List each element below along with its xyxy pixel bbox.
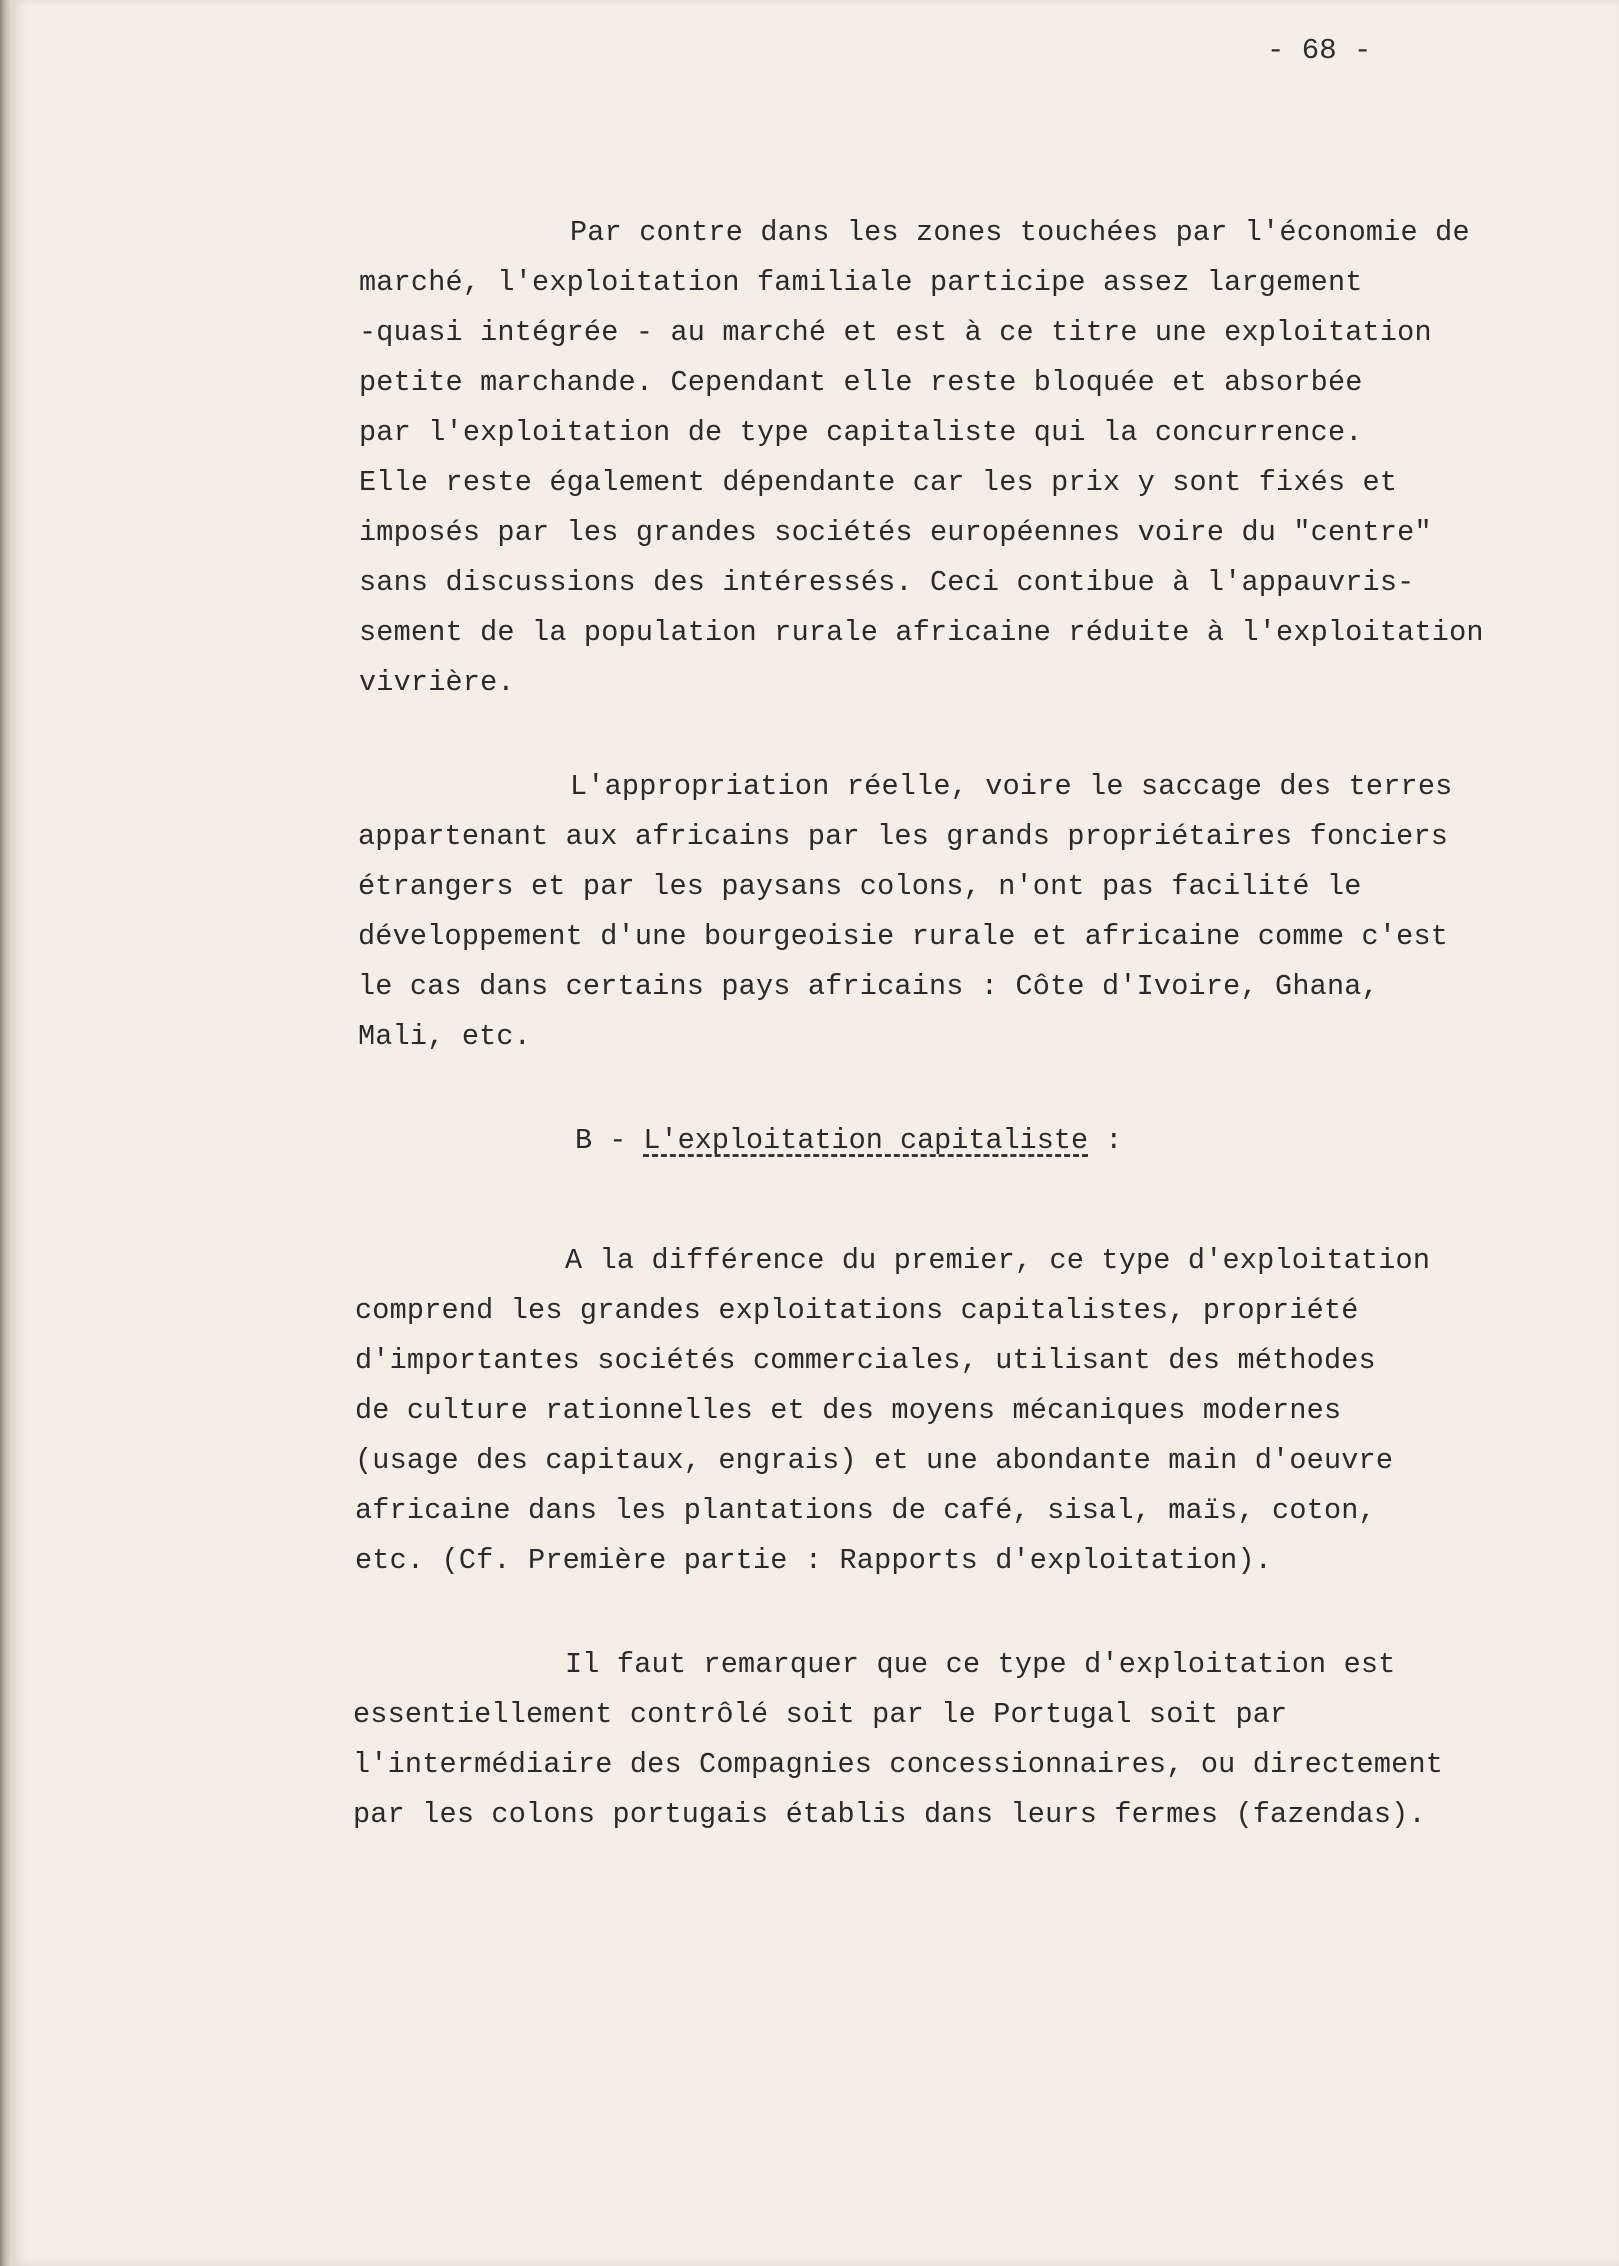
page-binding-edge — [0, 0, 12, 2266]
paragraph-1-line-9: sement de la population rurale africaine réduite à l'exploitation — [359, 616, 1484, 649]
paragraph-2-line-4: développement d'une bourgeoisie rurale et africaine comme c'est — [358, 920, 1449, 953]
paragraph-1-line-5: par l'exploitation de type capitaliste qui la concurrence. — [359, 416, 1363, 449]
paragraph-2-line-5: le cas dans certains pays africains : Côte d'Ivoire, Ghana, — [358, 970, 1379, 1003]
section-heading-suffix: : — [1088, 1124, 1123, 1157]
paragraph-4-line-3: l'intermédiaire des Compagnies concessionnaires, ou directement — [353, 1748, 1444, 1781]
section-heading-prefix: B - — [575, 1124, 644, 1157]
paragraph-3-line-2: comprend les grandes exploitations capitalistes, propriété — [355, 1294, 1359, 1327]
paragraph-4-line-1: Il faut remarquer que ce type d'exploitation est — [565, 1648, 1396, 1681]
paragraph-3-line-5: (usage des capitaux, engrais) et une abondante main d'oeuvre — [355, 1444, 1394, 1477]
paragraph-1-line-2: marché, l'exploitation familiale participe assez largement — [359, 266, 1363, 299]
paragraph-2-line-1: L'appropriation réelle, voire le saccage des terres — [570, 770, 1453, 803]
paragraph-1-line-10: vivrière. — [359, 666, 515, 699]
paragraph-2-line-2: appartenant aux africains par les grands propriétaires fonciers — [358, 820, 1449, 853]
paragraph-4-line-4: par les colons portugais établis dans leurs fermes (fazendas). — [353, 1798, 1426, 1831]
paragraph-1-line-8: sans discussions des intéressés. Ceci contibue à l'appauvris- — [359, 566, 1415, 599]
paragraph-2-line-3: étrangers et par les paysans colons, n'ont pas facilité le — [358, 870, 1362, 903]
document-page — [12, 0, 1619, 2266]
paragraph-3-line-7: etc. (Cf. Première partie : Rapports d'exploitation). — [355, 1544, 1273, 1577]
paragraph-1-line-7: imposés par les grandes sociétés européennes voire du "centre" — [359, 516, 1432, 549]
page-number: - 68 - — [1267, 34, 1372, 67]
section-heading — [575, 1124, 1122, 1157]
paragraph-4-line-2: essentiellement contrôlé soit par le Portugal soit par — [353, 1698, 1288, 1731]
paragraph-1-line-4: petite marchande. Cependant elle reste bloquée et absorbée — [359, 366, 1363, 399]
paragraph-2-line-6: Mali, etc. — [358, 1020, 532, 1053]
paragraph-3-line-3: d'importantes sociétés commerciales, utilisant des méthodes — [355, 1344, 1376, 1377]
paragraph-3-line-6: africaine dans les plantations de café, sisal, maïs, coton, — [355, 1494, 1376, 1527]
paragraph-1-line-1: Par contre dans les zones touchées par l'économie de — [570, 216, 1470, 249]
paragraph-3-line-1: A la différence du premier, ce type d'exploitation — [565, 1244, 1431, 1277]
paragraph-1-line-3: -quasi intégrée - au marché et est à ce titre une exploitation — [359, 316, 1432, 349]
paragraph-1-line-6: Elle reste également dépendante car les prix y sont fixés et — [359, 466, 1398, 499]
paragraph-3-line-4: de culture rationnelles et des moyens mécaniques modernes — [355, 1394, 1342, 1427]
section-heading-title: L'exploitation capitaliste — [643, 1124, 1089, 1157]
